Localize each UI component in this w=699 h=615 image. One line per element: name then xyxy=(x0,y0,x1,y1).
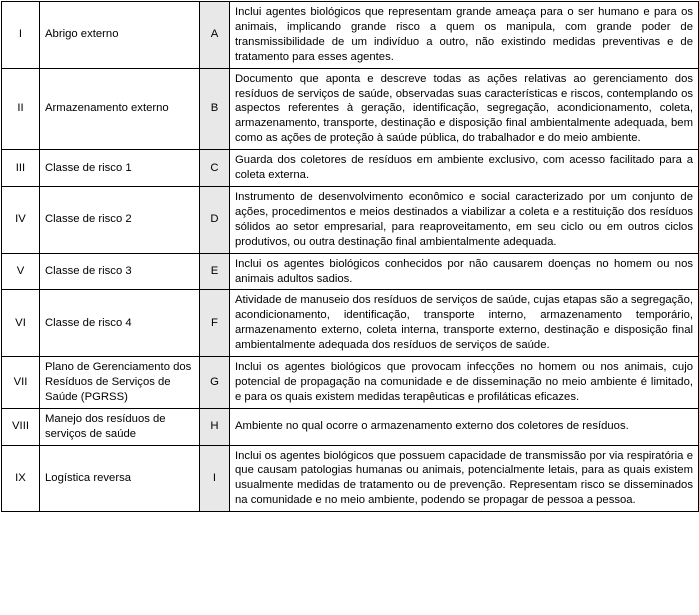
row-definition: Guarda dos coletores de resíduos em ambiente exclusivo, com acesso facilitado para a coleta externa. xyxy=(230,150,699,187)
table-row xyxy=(2,2,699,69)
row-letter: F xyxy=(200,290,230,357)
row-letter: E xyxy=(200,253,230,290)
row-roman-numeral: IV xyxy=(2,186,40,253)
row-term: Manejo dos resíduos de serviços de saúde xyxy=(40,408,200,445)
row-letter: I xyxy=(200,445,230,512)
row-roman-numeral: VII xyxy=(2,357,40,409)
row-letter: H xyxy=(200,408,230,445)
row-definition: Inclui os agentes biológicos que possuem capacidade de transmissão por via respiratória e que causam patologias humanas ou animais, potencialmente letais, para as quais existem usualmente medidas de tratamento ou de prevenção. Representam risco se disseminados na comunidade e no meio ambiente, podendo se propagar de pessoa a pessoa. xyxy=(230,445,699,512)
row-term: Logística reversa xyxy=(40,445,200,512)
row-roman-numeral: II xyxy=(2,68,40,150)
table-row xyxy=(2,150,699,187)
row-roman-numeral: I xyxy=(2,2,40,69)
row-definition: Documento que aponta e descreve todas as ações relativas ao gerenciamento dos resíduos de serviços de saúde, observadas suas características e riscos, contemplando os aspectos referentes à geração, identificação, segregação, acondicionamento, coleta, armazenamento, transporte, destinação e disposição final ambientalmente adequada, bem como as ações de proteção à saúde pública, do trabalhador e do meio ambiente. xyxy=(230,68,699,150)
row-roman-numeral: V xyxy=(2,253,40,290)
row-roman-numeral: IX xyxy=(2,445,40,512)
table-row xyxy=(2,357,699,409)
row-term: Abrigo externo xyxy=(40,2,200,69)
row-letter: D xyxy=(200,186,230,253)
table-row xyxy=(2,408,699,445)
table-row xyxy=(2,253,699,290)
row-letter: G xyxy=(200,357,230,409)
row-letter: C xyxy=(200,150,230,187)
row-letter: B xyxy=(200,68,230,150)
row-roman-numeral: III xyxy=(2,150,40,187)
table-row xyxy=(2,68,699,150)
row-roman-numeral: VI xyxy=(2,290,40,357)
table-row xyxy=(2,445,699,512)
row-term: Armazenamento externo xyxy=(40,68,200,150)
row-term: Classe de risco 1 xyxy=(40,150,200,187)
row-term: Classe de risco 3 xyxy=(40,253,200,290)
row-definition: Ambiente no qual ocorre o armazenamento externo dos coletores de resíduos. xyxy=(230,408,699,445)
row-definition: Inclui agentes biológicos que representam grande ameaça para o ser humano e para os animais, implicando grande risco a quem os manipula, com grande poder de transmissibilidade de um indivíduo a outro, não existindo medidas preventivas e de tratamento para esses agentes. xyxy=(230,2,699,69)
row-definition: Instrumento de desenvolvimento econômico e social caracterizado por um conjunto de ações, procedimentos e meios destinados a viabilizar a coleta e a restituição dos resíduos sólidos ao setor empresarial, para reaproveitamento, em seu ciclo ou em outros ciclos produtivos, ou outra destinação final ambientalmente adequada. xyxy=(230,186,699,253)
row-definition: Inclui os agentes biológicos que provocam infecções no homem ou nos animais, cujo potencial de propagação na comunidade e de disseminação no meio ambiente é limitado, e para os quais existem medidas terapêuticas e profiláticas eficazes. xyxy=(230,357,699,409)
row-roman-numeral: VIII xyxy=(2,408,40,445)
row-term: Plano de Gerenciamento dos Resíduos de Serviços de Saúde (PGRSS) xyxy=(40,357,200,409)
table-row xyxy=(2,290,699,357)
row-definition: Inclui os agentes biológicos conhecidos por não causarem doenças no homem ou nos animais adultos sadios. xyxy=(230,253,699,290)
row-term: Classe de risco 2 xyxy=(40,186,200,253)
row-letter: A xyxy=(200,2,230,69)
row-term: Classe de risco 4 xyxy=(40,290,200,357)
matching-table xyxy=(1,1,699,512)
row-definition: Atividade de manuseio dos resíduos de serviços de saúde, cujas etapas são a segregação, acondicionamento, identificação, transporte interno, armazenamento temporário, armazenamento externo, coleta interna, transporte externo, destinação e disposição final ambientalmente adequada dos resíduos de serviços de saúde. xyxy=(230,290,699,357)
table-row xyxy=(2,186,699,253)
